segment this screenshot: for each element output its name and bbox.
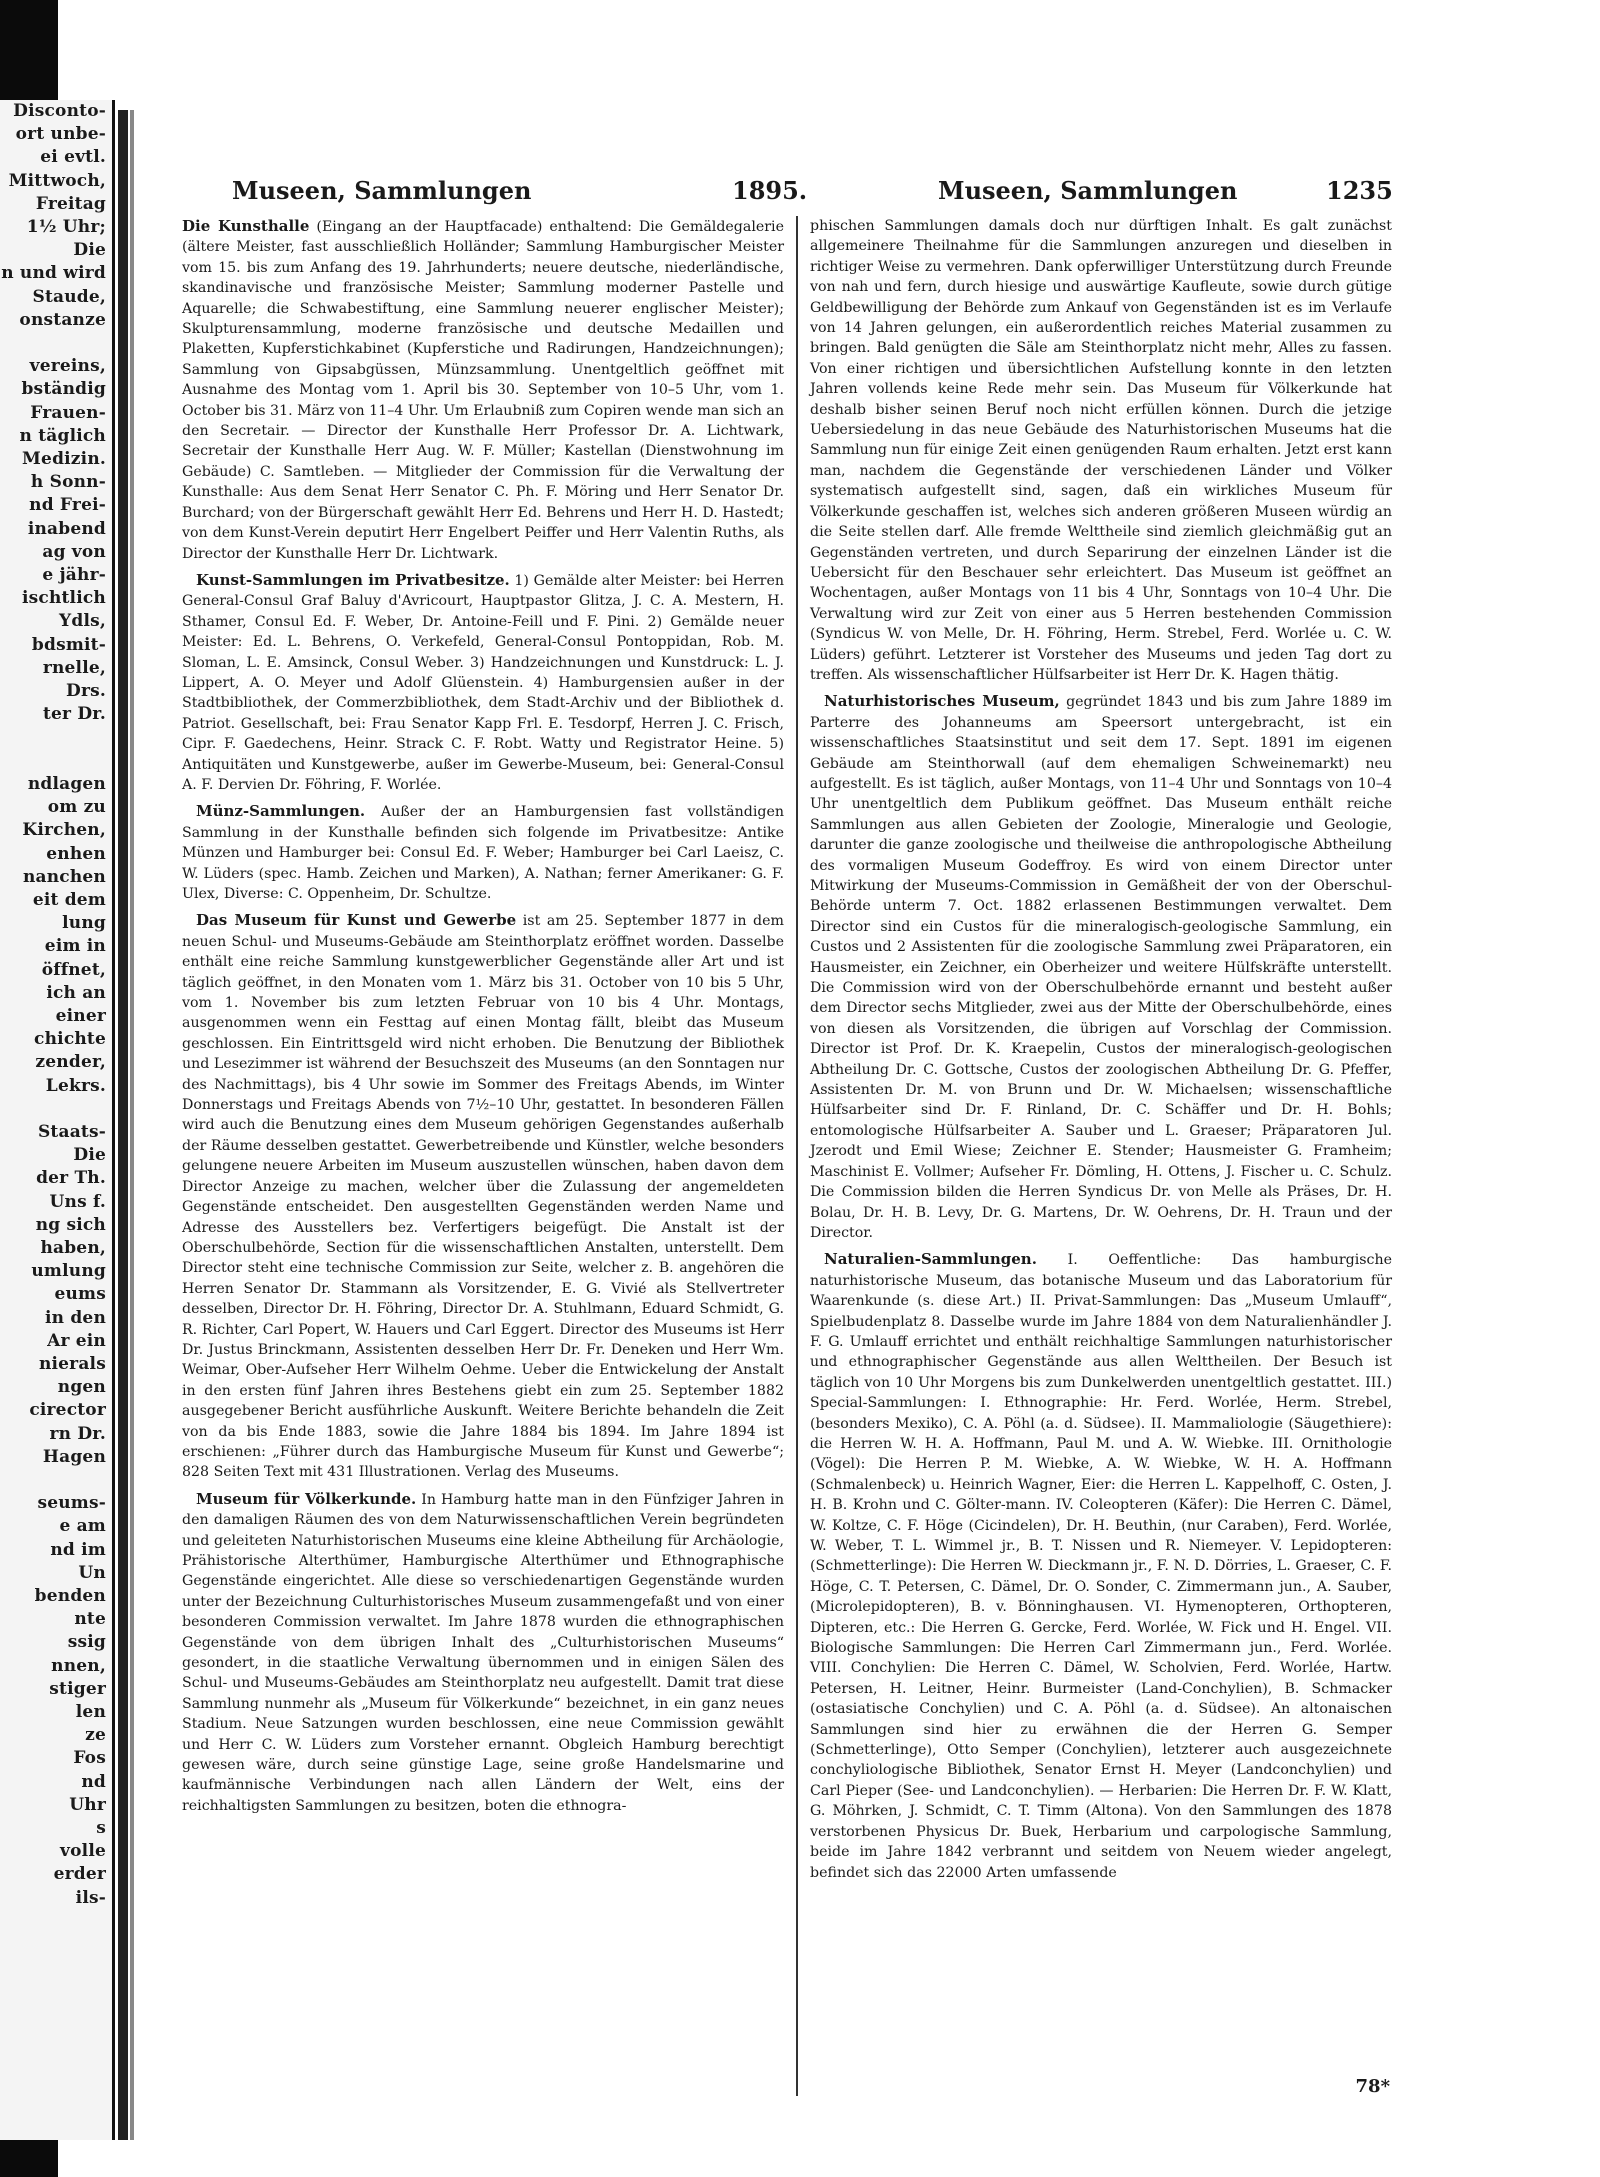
paragraph-text: Außer der an Hamburgensien fast vollständigen Sammlung in der Kunsthalle befinden sich folgende im Privatbesitze: Antike Münzen und Hamburger bei: Consul Ed. F. Weber; Hamburger bei Carl Laeisz, C. W. Lüders (spec. Hamb. Zeichen und Marken), A. Nathan; ferner Amerikaner: G. F. Ulex, Diverse: C. Oppenheim, Dr. Schultze.: [182, 804, 784, 902]
section-heading: Museum für Völkerkunde.: [196, 1489, 417, 1508]
fragment-line: 1½ Uhr;: [26, 217, 106, 238]
fragment-line: nnen,: [51, 1655, 106, 1676]
fragment-line: ich an: [46, 982, 106, 1003]
fragment-line: s: [96, 1818, 106, 1839]
paragraph: [810, 1249, 1392, 1883]
section-heading: Münz-Sammlungen.: [196, 802, 366, 821]
fragment-line: benden: [34, 1586, 106, 1606]
fragment-line: nierals: [38, 1353, 106, 1374]
fragment-line: [0, 332, 112, 355]
fragment-line: öffnet,: [41, 959, 106, 980]
fragment-line: Ydls,: [59, 611, 106, 632]
fragment-line: [0, 726, 112, 749]
fragment-line: [0, 1469, 112, 1492]
fragment-line: Ar ein: [47, 1330, 106, 1351]
fragment-line: Hagen: [42, 1446, 106, 1467]
page-number: 1235: [1326, 176, 1393, 205]
page-header: [150, 170, 1400, 210]
paragraph: [810, 216, 1392, 685]
fragment-line: stiger: [49, 1678, 106, 1699]
fragment-line: nd Frei-: [29, 495, 106, 516]
fragment-line: ort unbe-: [15, 124, 106, 145]
fragment-line: rnelle,: [42, 657, 106, 678]
fragment-line: Staude,: [32, 286, 106, 307]
fragment-line: e am: [59, 1516, 106, 1537]
fragment-line: eit dem: [32, 889, 106, 910]
fragment-line: erder: [53, 1864, 106, 1885]
fragment-line: n täglich: [19, 425, 106, 446]
fragment-line: Freitag: [35, 193, 106, 214]
fragment-line: Die: [73, 1145, 106, 1166]
fragment-line: vereins,: [29, 356, 106, 377]
fragment-line: [0, 1098, 112, 1121]
fragment-line: Uns f.: [49, 1191, 106, 1212]
fragment-line: cirector: [29, 1400, 106, 1421]
paragraph: [182, 570, 784, 795]
fragment-line: Frauen-: [30, 402, 106, 423]
paragraph: [182, 216, 784, 564]
paragraph-text: In Hamburg hatte man in den Fünfziger Jahren in den damaligen Räumen des von dem Naturwissenschaftlichen Verein begründeten und geleiteten Naturhistorischen Museums eine kleine Abtheilung für Archäologie, Prähistorische Alterthümer, Hamburgische Alterthümer und Ethnographische Gegenstände eingerichtet. Alle diese so verschiedenartigen Gegenstände wurden unter der Bezeichnung Culturhistorisches Museum zusammengefaßt und von einer besonderen Commission verwaltet. Im Jahre 1878 wurden die ethnographischen Gegenstände von dem übrigen Inhalt des „Culturhistorischen Museums“ gesondert, in die staatliche Verwaltung übernommen und in einigen Sälen des Schul- und Museums-Gebäudes am Steinthorplatz neu aufgestellt. Damit trat diese Sammlung nunmehr als „Museum für Völkerkunde“ bezeichnet, in ein ganz neues Stadium. Neue Satzungen wurden beschlossen, eine neue Commission gewählt und Herr C. W. Lüders zum Vorsteher ernannt. Obgleich Hamburg berechtigt gewesen wäre, durch seine günstige Lage, seine große Handelsmarine und kaufmännische Verbindungen nach allen Ländern der Welt, eins der reichhaltigsten Sammlungen zu besitzen, boten die ethnogra-: [182, 1491, 784, 1814]
fragment-line: eums: [54, 1284, 106, 1305]
header-year: 1895.: [732, 176, 808, 205]
header-right-title: Museen, Sammlungen: [938, 176, 1238, 205]
fragment-line: Uhr: [69, 1794, 106, 1815]
fragment-line: e jähr-: [42, 565, 106, 586]
fragment-line: zender,: [35, 1052, 106, 1073]
fragment-line: ssig: [67, 1632, 106, 1653]
fragment-line: Disconto-: [13, 101, 106, 121]
fragment-line: haben,: [40, 1237, 106, 1258]
fragment-line: nte: [74, 1609, 106, 1630]
fragment-line: Mittwoch,: [8, 170, 106, 191]
fragment-line: in den: [45, 1307, 106, 1328]
left-column: [182, 216, 784, 1822]
binding-gutter-shadow: [130, 110, 134, 2140]
section-heading: Das Museum für Kunst und Gewerbe: [196, 911, 517, 930]
column-divider: [796, 216, 798, 2096]
fragment-line: ag von: [42, 541, 106, 562]
paragraph-text: (Eingang an der Hauptfacade) enthaltend: Die Gemäldegalerie (ältere Meister, fast ausschließlich Holländer; Sammlung Hamburgischer Meister vom 15. bis zum Anfang des 19. Jahrhunderts; neuere deutsche, niederländische, skandinavische und französische Meister; Sammlung moderner Pastelle und Aquarelle; die Schwabestiftung, eine Sammlung neuerer englischer Meister); Skulpturensammlung, moderne französische und deutsche Medaillen und Plaketten, Kupferstichkabinet (Kupferstiche und Radirungen, Handzeichnungen); Sammlung von Gipsabgüssen, Münzsammlung. Unentgeltlich geöffnet mit Ausnahme des Montag vom 1. April bis 30. September von 10–5 Uhr, vom 1. October bis 31. März von 11–4 Uhr. Um Erlaubniß zum Copiren wende man sich an den Secretair. — Director der Kunsthalle Herr Professor Dr. A. Lichtwark, Secretair der Kunsthalle Herr Aug. W. F. Müller; Kastellan (Dienstwohnung im Gebäude) C. Samtleben. — Mitglieder der Commission für die Verwaltung der Kunsthalle: Aus dem Senat Herr Senator C. Ph. F. Möring und Herr Senator Dr. Burchard; von der Bürgerschaft gewählt Herr Ed. Behrens und Herr H. D. Hastedt; von dem Kunst-Verein deputirt Herr Engelbert Peiffer und Herr Valentin Ruths, als Director der Kunsthalle Herr Dr. Lichtwark.: [182, 219, 784, 562]
fragment-line: ei evtl.: [40, 147, 106, 168]
binding-gutter: [118, 110, 128, 2140]
fragment-line: n und wird: [1, 263, 106, 284]
fragment-line: onstanze: [19, 309, 106, 330]
fragment-line: lung: [62, 913, 106, 934]
fragment-line: [0, 750, 112, 773]
paragraph-text: ist am 25. September 1877 in dem neuen Schul- und Museums-Gebäude am Steinthorplatz eröffnet worden. Dasselbe enthält eine reiche Sammlung kunstgewerblicher Gegenstände aller Art und ist täglich geöffnet, in den Monaten vom 1. März bis 31. October von 10 bis 5 Uhr, vom 1. November bis zum letzten Februar von 10 bis 4 Uhr. Montags, ausgenommen wenn ein Festtag auf einen Montag fällt, bleibt das Museum geschlossen. Ein Eintrittsgeld wird nicht erhoben. Die Benutzung der Bibliothek und Lesezimmer ist während der Besuchszeit des Museums (an den Sonntagen nur des Nachmittags), bis 4 Uhr sowie im Sommer des Freitags Abends, im Winter Donnerstags und Freitags Abends von 7½–10 Uhr, gestattet. In besonderen Fällen wird auch die Benutzung eines dem Museum gehörigen Gegenstandes außerhalb der Räume desselben gestattet. Gewerbetreibende und Künstler, welche besonders gelungene neuere Arbeiten im Museum auszustellen wünschen, haben davon dem Director Anzeige zu machen, welcher über die Zulassung der angemeldeten Gegenstände entscheidet. Den ausgestellten Gegenständen werden Name und Adresse des Ausstellers bez. Verfertigers beigefügt. Die Anstalt ist der Oberschulbehörde, Section für die wissenschaftlichen Anstalten, unterstellt. Dem Director steht eine technische Commission zur Seite, welcher z. B. angehören die Herren Senator Dr. Stammann als Vorsitzender, E. G. Vivié als Stellvertreter desselben, Director Dr. H. Föhring, Director Dr. A. Stuhlmann, Eduard Schmidt, G. R. Richter, Carl Popert, W. Hauers und Carl Eggert. Director des Museums ist Herr Dr. Justus Brinckmann, Assistenten desselben Herr Dr. Fr. Deneken und Herr Wm. Weimar, Ober-Aufseher Herr Wilhelm Oehme. Ueber die Entwickelung der Anstalt in den ersten fünf Jahren ihres Bestehens giebt ein zum 25. September 1882 ausgegebener Bericht ausführliche Auskunft. Weitere Berichte behandeln die Zeit von da bis Ende 1883, sowie die Jahre 1884 bis 1894. Im Jahre 1894 ist erschienen: „Führer durch das Hamburgische Museum für Kunst und Gewerbe“; 828 Seiten Text mit 431 Illustrationen. Verlag des Museums.: [182, 913, 784, 1481]
section-heading: Kunst-Sammlungen im Privatbesitze.: [196, 570, 510, 589]
fragment-line: om zu: [47, 797, 106, 818]
fragment-line: umlung: [31, 1261, 106, 1282]
fragment-line: enhen: [46, 843, 106, 864]
fragment-line: inabend: [27, 518, 106, 539]
section-heading: Naturhistorisches Museum,: [824, 692, 1060, 711]
fragment-line: ndlagen: [27, 773, 106, 794]
fragment-line: ze: [85, 1725, 106, 1746]
fragment-line: Lekrs.: [45, 1075, 106, 1096]
fragment-line: len: [75, 1702, 106, 1723]
fragment-line: volle: [60, 1841, 106, 1862]
paragraph-text: gegründet 1843 und bis zum Jahre 1889 im Parterre des Johanneums am Speersort untergebracht, ist ein wissenschaftliches Staatsinstitut und seit dem 17. Sept. 1891 im eigenen Gebäude am Steinthorwall (auf dem ehemaligen Schweinemarkt) neu aufgestellt. Es ist täglich, außer Montags, von 11–4 Uhr und Sonntags von 10–4 Uhr unentgeltlich dem Publikum geöffnet. Das Museum enthält reiche Sammlungen aus allen Gebieten der Zoologie, Mineralogie und Geologie, darunter die ganze zoologische und theilweise die anthropologische Abtheilung des vormaligen Museum Godeffroy. Es wird von einem Director unter Mitwirkung der Museums-Commission in Gemäßheit der von der Oberschul-Behörde unterm 7. Oct. 1882 erlassenen Bestimmungen verwaltet. Dem Director sind ein Custos für die mineralogisch-geologische Sammlung, ein Custos und 2 Assistenten für die zoologische Sammlung zwei Präparatoren, ein Hausmeister, ein Zeichner, ein Oberheizer und weitere Hülfskräfte unterstellt. Die Commission wird von der Oberschulbehörde ernannt und besteht außer dem Director sechs Mitglieder, zwei aus der Mitte der Oberschulbehörde, eines von diesen als Vorsitzenden, die übrigen auf Vorschlag der Commission. Director ist Prof. Dr. K. Kraepelin, Custos der mineralogisch-geologischen Abtheilung Dr. C. Gottsche, Custos der zoologischen Abtheilung Dr. G. Pfeffer, Assistenten Dr. M. von Brunn und Dr. W. Michaelsen; wissenschaftliche Hülfsarbeiter sind Dr. F. Rinland, Dr. C. Schäffer und Dr. H. Bohls; entomologische Hülfsarbeiter A. Sauber und L. Graeser; Präparatoren Jul. Jzerodt und Emil Wiese; Zeichner E. Stender; Hausmeister G. Framheim; Maschinist E. Vollmer; Aufseher Fr. Dömling, H. Ottens, J. Fischer u. C. Schulz. Die Commission bilden die Herren Syndicus Dr. von Melle als Präses, Dr. H. Bolau, Dr. H. B. Levy, Dr. G. Martens, Dr. W. Oehrens, Dr. H. Traun und der Director.: [810, 694, 1392, 1241]
adjacent-page-fragment: [0, 100, 115, 2140]
fragment-line: ter Dr.: [42, 704, 106, 725]
right-column: [810, 216, 1392, 1889]
section-heading: Die Kunsthalle: [182, 217, 310, 235]
fragment-line: eim in: [44, 936, 106, 957]
fragment-line: bständig: [21, 379, 106, 400]
fragment-line: seums-: [37, 1493, 106, 1514]
paragraph-text: 1) Gemälde alter Meister: bei Herren General-Consul Graf Baluy d'Avricourt, Hauptpastor Glitza, J. C. A. Mestern, H. Sthamer, Consul Ed. F. Weber, Dr. Antoine-Feill und F. Pini. 2) Gemälde neuer Meister: Ed. L. Behrens, O. Verkefeld, General-Consul Pontoppidan, Rob. M. Sloman, L. E. Amsinck, Consul Weber. 3) Handzeichnungen und Kunstdruck: L. J. Lippert, A. O. Meyer und Adolf Glüenstein. 4) Hamburgensien außer in der Stadtbibliothek, der Commerzbibliothek, dem Stadt-Archiv und der Bibliothek d. Patriot. Gesellschaft, bei: Frau Senator Kapp Frl. E. Tesdorpf, Herren J. C. Frisch, Cipr. F. Gaedechens, Heinr. Strack C. F. Robt. Watty und Registrator Heine. 5) Antiquitäten und Kunstgewerbe, außer im Gewerbe-Museum, bei: General-Consul A. F. Dervien Dr. Föhring, F. Worlée.: [182, 572, 784, 793]
fragment-line: bdsmit-: [31, 634, 106, 655]
fragment-line: ngen: [57, 1377, 106, 1398]
fragment-line: nd: [81, 1771, 106, 1792]
fragment-line: ng sich: [35, 1214, 106, 1235]
fragment-line: Un: [78, 1562, 106, 1583]
fragment-line: nd im: [50, 1539, 106, 1560]
fragment-line: ils-: [75, 1887, 106, 1908]
paragraph: [182, 910, 784, 1482]
fragment-line: chichte: [34, 1029, 106, 1050]
fragment-line: Die: [73, 240, 106, 261]
paragraph: [182, 801, 784, 904]
paragraph: [810, 691, 1392, 1243]
fragment-line: h Sonn-: [30, 472, 106, 493]
paragraph: [182, 1489, 784, 1817]
section-heading: Naturalien-Sammlungen.: [824, 1250, 1037, 1269]
fragment-line: einer: [55, 1005, 106, 1026]
signature-mark: 78*: [1355, 2076, 1390, 2097]
fragment-line: rn Dr.: [49, 1423, 106, 1444]
fragment-line: Kirchen,: [22, 820, 106, 841]
fragment-line: Fos: [73, 1748, 106, 1769]
paragraph-text: I. Oeffentliche: Das hamburgische naturhistorische Museum, das botanische Museum und das Laboratorium für Waarenkunde (s. diese Art.) II. Privat-Sammlungen: Das „Museum Umlauff“, Spielbudenplatz 8. Dasselbe wurde im Jahre 1884 von dem Naturalienhändler J. F. G. Umlauff errichtet und enthält reichhaltige Sammlungen naturhistorischer und ethnographischer Gegenstände aus allen Welttheilen. Der Besuch ist täglich von 10 Uhr Morgens bis zum Dunkelwerden unentgeltlich gestattet. III.) Special-Sammlungen: I. Ethnographie: Hr. Ferd. Worlée, Herm. Strebel, (besonders Mexiko), C. A. Pöhl (a. d. Südsee). II. Mammaliologie (Säugethiere): die Herren W. H. A. Hoffmann, Paul M. und A. W. Wiebke. III. Ornithologie (Vögel): Die Herren P. M. Wiebke, A. W. Wiebke, W. H. A. Hoffmann (Schmalenbeck) u. Heinrich Wagner, Eier: die Herren L. Kappelhoff, C. Osten, J. H. B. Krohn und C. Gölter-mann. IV. Coleopteren (Käfer): Die Herren C. Dämel, W. Koltze, C. F. Höge (Cicindelen), Dr. H. Beuthin, (nur Caraben), Ferd. Worlée, W. Weber, T. L. Wimmel jr., B. T. Nissen und R. Niemeyer. V. Lepidopteren: (Schmetterlinge): Die Herren W. Dieckmann jr., F. N. D. Dörries, L. Graeser, C. F. Höge, C. T. Petersen, C. Dämel, Dr. O. Sonder, C. Zimmermann jun., A. Sauber, (Microlepidopteren), B. v. Bönninghausen. VI. Hymenopteren, Orthopteren, Dipteren, etc.: Die Herren G. Gercke, Ferd. Worlée, W. Fick und H. Engel. VII. Biologische Sammlungen: Die Herren Carl Zimmermann jun., Ferd. Worlée. VIII. Conchylien: Die Herren C. Dämel, W. Scholvien, Ferd. Worlée, Hartw. Petersen, H. Leitner, Heinr. Burmeister (Land-Conchylien), B. Schmacker (ostasiatische Conchylien) und C. A. Pöhl (a. d. Südsee). An altonaischen Sammlungen sind hier zu erwähnen die der Herren G. Semper (Schmetterlinge), Otto Semper (Conchylien), letzterer auch ausgezeichnete conchyliologische Bibliothek, Senator Ernst H. Meyer (Landconchylien) und Carl Pieper (See- und Landconchylien). — Herbarien: Die Herren Dr. F. W. Klatt, G. Möhrken, J. Schmidt, C. T. Timm (Altona). Von den Sammlungen des 1878 verstorbenen Physicus Dr. Buek, Herbarium und carpologische Sammlung, beide im Jahre 1842 verbrannt und seitdem von Neuem wieder angelegt, befindet sich das 22000 Arten umfassende: [810, 1252, 1392, 1881]
fragment-line: Medizin.: [22, 449, 106, 470]
fragment-line: Drs.: [66, 681, 106, 702]
fragment-line: ischtlich: [21, 588, 106, 609]
fragment-line: Staats-: [37, 1121, 106, 1142]
document-page: [150, 170, 1400, 2100]
fragment-line: der Th.: [36, 1168, 106, 1189]
fragment-line: nanchen: [22, 866, 106, 887]
paragraph-text: phischen Sammlungen damals doch nur dürftigen Inhalt. Es galt zunächst allgemeinere Theilnahme für die Sammlungen anzuregen und dieselben in richtiger Weise zu vermehren. Dank opferwilliger Unterstützung durch Freunde von nah und fern, durch hiesige und auswärtige Kaufleute, sowie durch gütige Geldbewilligung der Behörde zum Ankauf von Gegenständen ist es im Verlaufe von 14 Jahren gelungen, ein außerordentlich reiches Material zusammen zu bringen. Bald genügten die Säle am Steinthorplatz nicht mehr, Alles zu fassen. Von einer richtigen und übersichtlichen Aufstellung konnte in den letzten Jahren vollends keine Rede mehr sein. Das Museum für Völkerkunde hat deshalb bisher seinen Beruf noch nicht erfüllen können. Durch die jetzige Uebersiedelung in das neue Gebäude des Naturhistorischen Museums hat die Sammlung nun für einige Zeit einen genügenden Raum erhalten. Jetzt erst kann man, nachdem die Gegenstände der verschiedenen Länder und Völker systematisch aufgestellt sind, sagen, daß ein wirkliches Museum für Völkerkunde geschaffen ist, welches sich anderen größeren Museen würdig an die Seite stellen darf. Alle fremde Welttheile sind ziemlich gleichmäßig gut an Gegenständen vertreten, und durch Separirung der einzelnen Länder ist die Uebersicht für den Beschauer sehr erleichtert. Das Museum ist geöffnet an Wochentagen, außer Montags von 11 bis 4 Uhr, Sonntags von 10–4 Uhr. Die Verwaltung wird zur Zeit von einer aus 5 Herren bestehenden Commission (Syndicus W. von Melle, Dr. H. Föhring, Herm. Strebel, Ferd. Worlée u. C. W. Lüders) geführt. Letzterer ist Vorsteher des Museums und jeden Tag dort zu treffen. Als wissenschaftlicher Hülfsarbeiter ist Herr Dr. K. Hagen thätig.: [810, 218, 1392, 683]
header-left-title: Museen, Sammlungen: [232, 176, 532, 205]
